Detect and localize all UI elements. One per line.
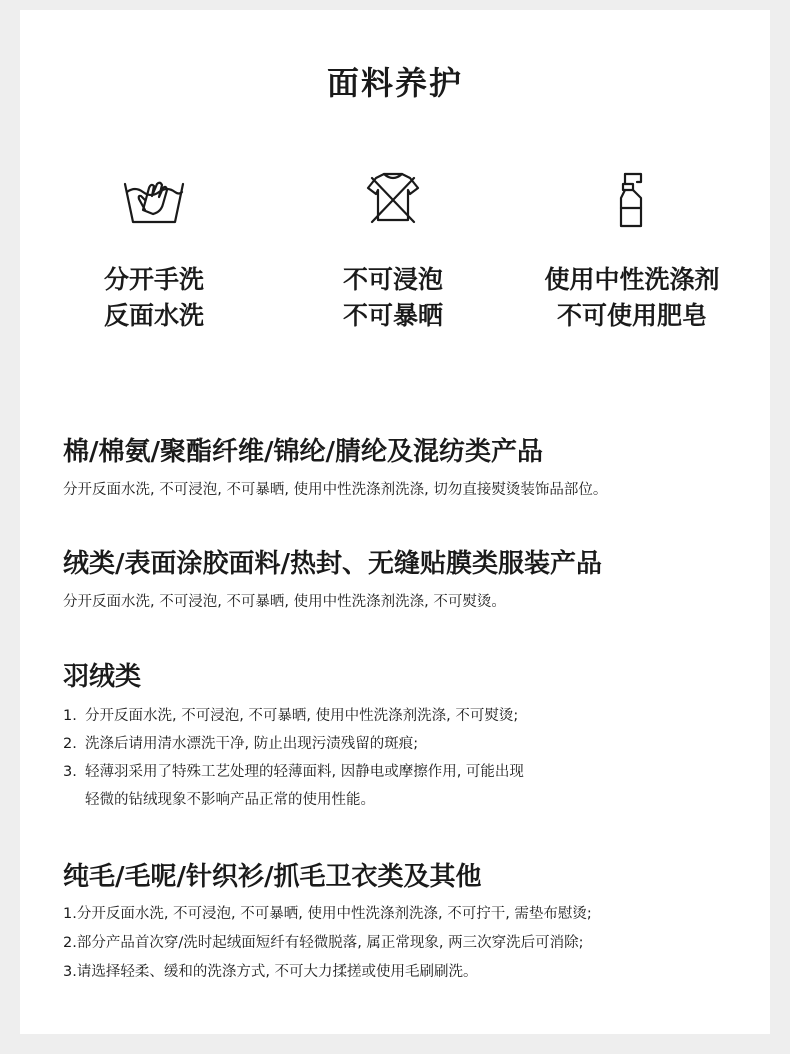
care-line: 不可暴晒: [342, 301, 443, 330]
section-text: 分开反面水洗, 不可浸泡, 不可暴晒, 使用中性洗涤剂洗涤, 切勿直接熨烫装饰品部位。: [63, 482, 608, 498]
list-number: 1.: [63, 708, 77, 724]
list-text: 分开反面水洗, 不可浸泡, 不可暴晒, 使用中性洗涤剂洗涤, 不可熨烫;: [85, 708, 519, 724]
care-item-no-soak: [263, 170, 523, 334]
care-item-detergent: [502, 170, 762, 334]
page-title: 面料养护: [326, 64, 463, 102]
care-list: [63, 900, 753, 987]
care-line: 不可浸泡: [342, 265, 443, 294]
care-line: 反面水洗: [103, 301, 204, 330]
list-number: 2.: [63, 736, 77, 752]
list-item: 1.分开反面水洗, 不可浸泡, 不可暴晒, 使用中性洗涤剂洗涤, 不可拧干, 需垫布慰烫;: [63, 906, 592, 922]
list-number: 3.: [63, 764, 77, 780]
content-card: [20, 10, 770, 1034]
care-line: 分开手洗: [103, 265, 204, 294]
list-item: 3.请选择轻柔、缓和的洗涤方式, 不可大力揉搓或使用毛刷刷洗。: [63, 964, 478, 980]
care-item-hand-wash: [24, 170, 284, 334]
no-soak-no-sun-icon: [358, 170, 428, 230]
list-text: 轻薄羽采用了特殊工艺处理的轻薄面料, 因静电或摩擦作用, 可能出现: [85, 764, 524, 780]
section-cotton: [63, 435, 753, 501]
care-line: 使用中性洗涤剂: [544, 265, 720, 294]
section-fleece: [63, 547, 753, 613]
list-item: [63, 730, 753, 758]
section-title: 羽绒类: [63, 662, 142, 692]
list-item: 2.部分产品首次穿/洗时起绒面短纤有轻微脱落, 属正常现象, 两三次穿洗后可消除;: [63, 935, 584, 951]
section-title: 棉/棉氨/聚酯纤维/锦纶/腈纶及混纺类产品: [63, 437, 543, 467]
section-title: 绒类/表面涂胶面料/热封、无缝贴膜类服装产品: [63, 549, 602, 579]
hand-wash-icon: [119, 170, 189, 230]
section-wool: [63, 860, 753, 987]
section-text: 分开反面水洗, 不可浸泡, 不可暴晒, 使用中性洗涤剂洗涤, 不可熨烫。: [63, 594, 506, 610]
list-text: 洗涤后请用清水漂洗干净, 防止出现污渍残留的斑痕;: [85, 736, 419, 752]
spray-bottle-icon: [597, 170, 667, 230]
list-item-continuation: 轻微的钻绒现象不影响产品正常的使用性能。: [85, 792, 375, 808]
list-item: [63, 702, 753, 730]
list-item: [63, 758, 753, 786]
section-title: 纯毛/毛呢/针织衫/抓毛卫衣类及其他: [63, 862, 482, 892]
care-list: [63, 702, 753, 814]
care-line: 不可使用肥皂: [556, 301, 707, 330]
section-down: [63, 660, 753, 814]
